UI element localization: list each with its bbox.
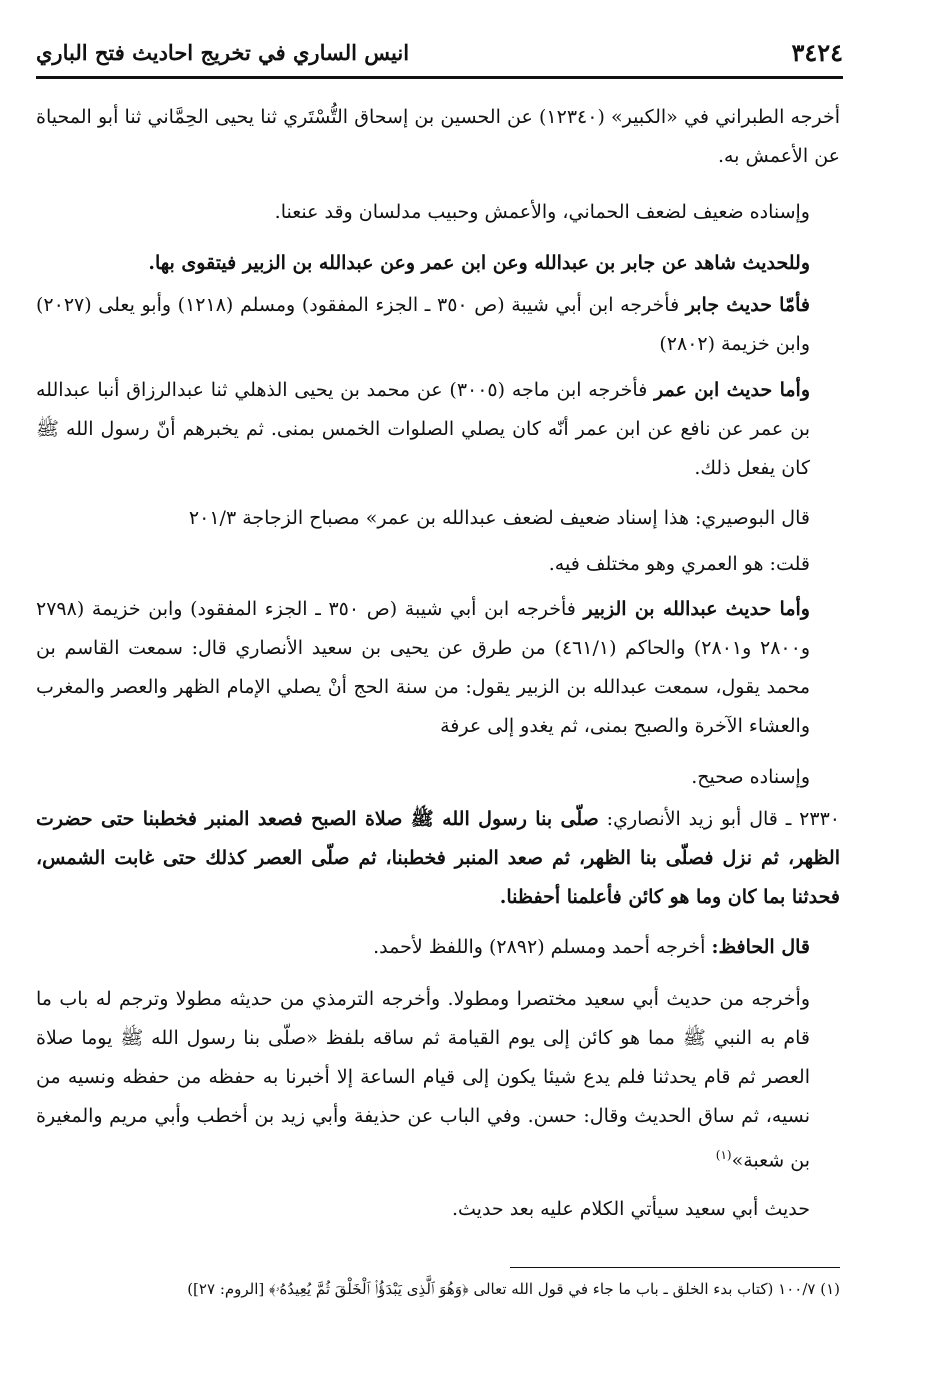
paragraph-8-lead: وأما حديث عبدالله بن الزبير xyxy=(583,598,810,620)
hadith-2330 xyxy=(36,800,840,917)
book-title: انيس الساري في تخريج احاديث فتح الباري xyxy=(36,40,410,65)
footnote-divider xyxy=(510,1267,840,1268)
footnote-ref[interactable]: (١) xyxy=(715,1148,732,1162)
footnote: (١) ١٠٠/٧ (كتاب بدء الخلق ـ باب ما جاء في قول الله تعالى ﴿وَهُوَ ٱلَّذِى يَبْدَؤُا۟ ٱلْخَلْقَ ثُمَّ يُعِيدُهُۥ﴾ [الروم: ٢٧]) xyxy=(187,1280,840,1298)
paragraph-3: وللحديث شاهد عن جابر بن عبدالله وعن ابن عمر وعن عبدالله بن الزبير فيتقوى بها. xyxy=(148,252,810,274)
paragraph-hafiz xyxy=(36,928,810,967)
paragraph-12 xyxy=(36,980,810,1180)
paragraph-5 xyxy=(36,371,810,488)
paragraph-2: وإسناده ضعيف لضعف الحماني، والأعمش وحبيب مدلسان وقد عنعنا. xyxy=(274,201,810,223)
hadith-number: ٢٣٣٠ ـ xyxy=(777,808,840,830)
paragraph-4 xyxy=(36,286,810,364)
page-number: ٣٤٢٤ xyxy=(791,38,843,67)
paragraph-5-lead: وأما حديث ابن عمر xyxy=(654,379,810,401)
hadith-narrator: قال أبو زيد الأنصاري: xyxy=(598,808,778,830)
paragraph-12-text: وأخرجه من حديث أبي سعيد مختصرا ومطولا. وأخرجه الترمذي من حديثه مطولا وترجم له باب ما قام به النبي ﷺ مما هو كائن إلى يوم القيامة ثم ساقه بلفظ «صلّى بنا رسول الله ﷺ يوما صلاة العصر ثم قام يحدثنا فلم يدع شيئا يكون إلى قيام الساعة إلا أخبرنا به حفظه من حفظه ونسيه من نسيه، ثم ساق الحديث وقال: حسن. وفي الباب عن حذيفة وأبي زيد بن أخطب وأبي مريم والمغيرة بن شعبة» xyxy=(36,988,810,1172)
paragraph-8-text: فأخرجه ابن أبي شيبة (ص ٣٥٠ ـ الجزء المفقود) وابن خزيمة (٢٧٩٨ و٢٨٠٠ و٢٨٠١) والحاكم (٤٦١/١) من طرق عن يحيى بن سعيد الأنصاري قال: سمعت القاسم بن محمد يقول، سمعت عبدالله بن الزبير يقول: من سنة الحج أنْ يصلي الإمام الظهر والعصر والمغرب والعشاء الآخرة والصبح بمنى، ثم يغدو إلى عرفة xyxy=(36,598,810,737)
hadith-text: صلّى بنا رسول الله ﷺ صلاة الصبح فصعد المنبر فخطبنا حتى حضرت الظهر، ثم نزل فصلّى بنا الظهر، ثم صعد المنبر فخطبنا، ثم صلّى العصر كذلك حتى غابت الشمس، فحدثنا بما كان وما هو كائن فأعلمنا أحفظنا. xyxy=(36,808,840,908)
paragraph-9: وإسناده صحيح. xyxy=(691,766,810,788)
paragraph-1: أخرجه الطبراني في «الكبير» (١٢٣٤٠) عن الحسين بن إسحاق التُّسْتَري ثنا يحيى الحِمَّاني ثنا أبو المحياة عن الأعمش به. xyxy=(36,106,840,167)
paragraph-6: قال البوصيري: هذا إسناد ضعيف لضعف عبدالله بن عمر» مصباح الزجاجة ٢٠١/٣ xyxy=(188,507,810,529)
paragraph-5-text: فأخرجه ابن ماجه (٣٠٠٥) عن محمد بن يحيى الذهلي ثنا عبدالرزاق أنبا عبدالله بن عمر عن نافع عن ابن عمر أنّه كان يصلي الصلوات الخمس بمنى. ثم يخبرهم أنّ رسول الله ﷺ كان يفعل ذلك. xyxy=(36,379,810,479)
paragraph-4-text: فأخرجه ابن أبي شيبة (ص ٣٥٠ ـ الجزء المفقود) ومسلم (١٢١٨) وأبو يعلى (٢٠٢٧) وابن خزيمة (٢٨٠٢) xyxy=(36,294,810,355)
paragraph-8 xyxy=(36,590,810,746)
hafiz-label: قال الحافظ: xyxy=(711,936,810,958)
paragraph-4-lead: فأمّا حديث جابر xyxy=(685,294,810,316)
page-header xyxy=(36,36,843,79)
paragraph-7: قلت: هو العمري وهو مختلف فيه. xyxy=(548,553,810,575)
hafiz-text: أخرجه أحمد ومسلم (٢٨٩٢) واللفظ لأحمد. xyxy=(373,936,712,958)
paragraph-13: حديث أبي سعيد سيأتي الكلام عليه بعد حديث. xyxy=(451,1198,810,1220)
